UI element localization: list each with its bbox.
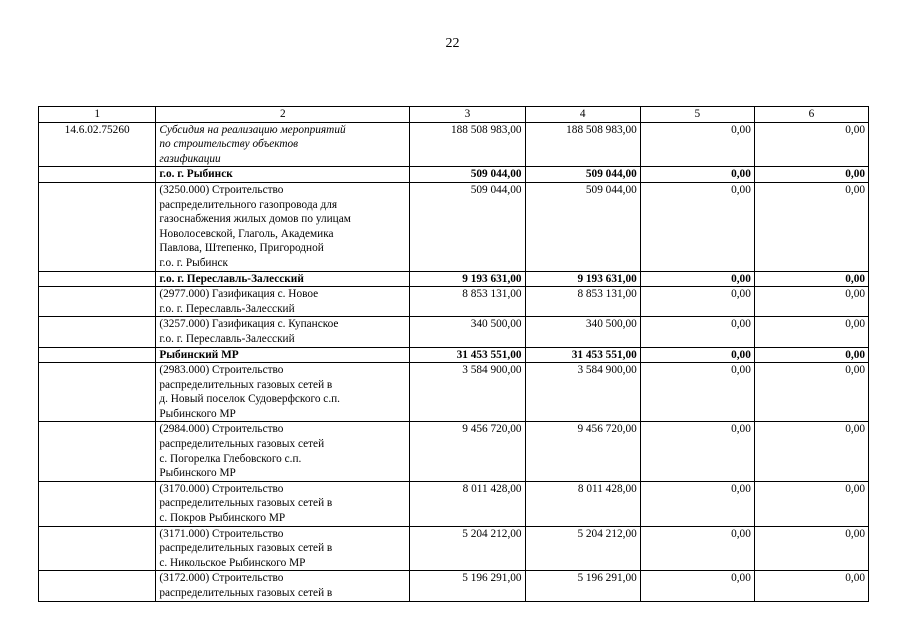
- amount-c6: 0,00: [754, 182, 868, 271]
- item-name-line: (3250.000) Строительство: [159, 183, 284, 196]
- item-name-line: (3170.000) Строительство: [159, 482, 284, 495]
- table-row: [39, 271, 869, 287]
- amount-c3: 340 500,00: [410, 317, 525, 347]
- amount-c4: 3 584 900,00: [525, 363, 640, 422]
- item-name: [156, 167, 410, 183]
- item-name-line: (2977.000) Газификация с. Новое: [159, 288, 319, 301]
- amount-c6: 0,00: [754, 271, 868, 287]
- table-row: [39, 347, 869, 363]
- item-name: [156, 347, 410, 363]
- item-name-line: г.о. г. Рыбинск: [159, 168, 233, 181]
- amount-c5: 0,00: [640, 347, 754, 363]
- amount-c5: 0,00: [640, 481, 754, 526]
- item-name-line: газификации: [159, 152, 221, 165]
- budget-code: [39, 271, 156, 287]
- item-name-line: г.о. г. Рыбинск: [159, 256, 229, 269]
- amount-c5: 0,00: [640, 571, 754, 601]
- amount-c5: 0,00: [640, 182, 754, 271]
- table-row: [39, 317, 869, 347]
- amount-c4: 31 453 551,00: [525, 347, 640, 363]
- amount-c6: 0,00: [754, 526, 868, 571]
- amount-c4: 340 500,00: [525, 317, 640, 347]
- amount-c5: 0,00: [640, 167, 754, 183]
- budget-code: [39, 317, 156, 347]
- amount-c3: 188 508 983,00: [410, 122, 525, 167]
- item-name-line: распределительных газовых сетей в: [159, 497, 333, 510]
- item-name-line: с. Никольское Рыбинского МР: [159, 556, 306, 569]
- item-name-line: д. Новый поселок Судоверфского с.п.: [159, 393, 341, 406]
- budget-code: [39, 481, 156, 526]
- amount-c6: 0,00: [754, 287, 868, 317]
- table-row: [39, 182, 869, 271]
- budget-table: [38, 106, 869, 602]
- amount-c5: 0,00: [640, 363, 754, 422]
- amount-c4: 509 044,00: [525, 167, 640, 183]
- item-name: [156, 571, 410, 601]
- amount-c4: 8 853 131,00: [525, 287, 640, 317]
- amount-c3: 3 584 900,00: [410, 363, 525, 422]
- amount-c4: 9 193 631,00: [525, 271, 640, 287]
- budget-code: [39, 422, 156, 481]
- table-row: [39, 122, 869, 167]
- table-row: [39, 287, 869, 317]
- item-name-line: (2984.000) Строительство: [159, 423, 284, 436]
- budget-code: 14.6.02.75260: [39, 122, 156, 167]
- amount-c6: 0,00: [754, 481, 868, 526]
- item-name: [156, 317, 410, 347]
- table-row: [39, 167, 869, 183]
- table-row: [39, 526, 869, 571]
- item-name-line: с. Погорелка Глебовского с.п.: [159, 452, 302, 465]
- column-number: 3: [410, 107, 525, 123]
- budget-code: [39, 287, 156, 317]
- item-name-line: распределительных газовых сетей в: [159, 542, 333, 555]
- amount-c3: 5 204 212,00: [410, 526, 525, 571]
- item-name-line: распределительных газовых сетей в: [159, 378, 333, 391]
- item-name-line: распределительного газопровода для: [159, 198, 338, 211]
- budget-code: [39, 571, 156, 601]
- column-number: 5: [640, 107, 754, 123]
- amount-c3: 8 853 131,00: [410, 287, 525, 317]
- column-number: 4: [525, 107, 640, 123]
- item-name-line: (3257.000) Газификация с. Купанское: [159, 318, 339, 331]
- amount-c6: 0,00: [754, 363, 868, 422]
- amount-c3: 5 196 291,00: [410, 571, 525, 601]
- item-name-line: Рыбинского МР: [159, 467, 236, 480]
- item-name: [156, 271, 410, 287]
- amount-c5: 0,00: [640, 422, 754, 481]
- item-name-line: Павлова, Штепенко, Пригородной: [159, 242, 324, 255]
- amount-c6: 0,00: [754, 317, 868, 347]
- amount-c5: 0,00: [640, 526, 754, 571]
- amount-c3: 8 011 428,00: [410, 481, 525, 526]
- item-name: [156, 182, 410, 271]
- table-row: [39, 363, 869, 422]
- item-name: [156, 122, 410, 167]
- table-row: [39, 571, 869, 601]
- item-name-line: Новолосевской, Глаголь, Академика: [159, 227, 334, 240]
- item-name-line: по строительству объектов: [159, 138, 299, 151]
- amount-c5: 0,00: [640, 122, 754, 167]
- item-name-line: (3172.000) Строительство: [159, 572, 284, 585]
- item-name-line: распределительных газовых сетей: [159, 438, 325, 451]
- amount-c4: 5 204 212,00: [525, 526, 640, 571]
- budget-code: [39, 526, 156, 571]
- item-name-line: г.о. г. Переславль-Залесский: [159, 332, 295, 345]
- item-name-line: Рыбинский МР: [159, 348, 239, 361]
- amount-c3: 31 453 551,00: [410, 347, 525, 363]
- item-name: [156, 526, 410, 571]
- amount-c6: 0,00: [754, 347, 868, 363]
- item-name: [156, 422, 410, 481]
- column-number: 6: [754, 107, 868, 123]
- amount-c6: 0,00: [754, 422, 868, 481]
- amount-c4: 509 044,00: [525, 182, 640, 271]
- item-name-line: с. Покров Рыбинского МР: [159, 512, 286, 525]
- amount-c3: 509 044,00: [410, 167, 525, 183]
- amount-c3: 9 456 720,00: [410, 422, 525, 481]
- table-row: [39, 481, 869, 526]
- column-number: 1: [39, 107, 156, 123]
- amount-c4: 188 508 983,00: [525, 122, 640, 167]
- item-name: [156, 481, 410, 526]
- budget-code: [39, 363, 156, 422]
- item-name: [156, 363, 410, 422]
- item-name-line: г.о. г. Переславль-Залесский: [159, 302, 295, 315]
- item-name-line: распределительных газовых сетей в: [159, 587, 333, 599]
- item-name-line: газоснабжения жилых домов по улицам: [159, 213, 351, 226]
- column-number-row: [39, 107, 869, 123]
- page-number: 22: [445, 36, 460, 51]
- amount-c3: 9 193 631,00: [410, 271, 525, 287]
- amount-c3: 509 044,00: [410, 182, 525, 271]
- amount-c6: 0,00: [754, 167, 868, 183]
- budget-code: [39, 347, 156, 363]
- item-name-line: Субсидия на реализацию мероприятий: [159, 123, 346, 136]
- item-name-line: г.о. г. Переславль-Залесский: [159, 272, 304, 285]
- budget-code: [39, 182, 156, 271]
- amount-c4: 9 456 720,00: [525, 422, 640, 481]
- item-name: [156, 287, 410, 317]
- amount-c5: 0,00: [640, 317, 754, 347]
- item-name-line: Рыбинского МР: [159, 407, 236, 420]
- amount-c4: 5 196 291,00: [525, 571, 640, 601]
- column-number: 2: [156, 107, 410, 123]
- item-name-line: (3171.000) Строительство: [159, 527, 284, 540]
- budget-code: [39, 167, 156, 183]
- amount-c4: 8 011 428,00: [525, 481, 640, 526]
- amount-c5: 0,00: [640, 271, 754, 287]
- amount-c6: 0,00: [754, 122, 868, 167]
- amount-c6: 0,00: [754, 571, 868, 601]
- table-row: [39, 422, 869, 481]
- amount-c5: 0,00: [640, 287, 754, 317]
- item-name-line: (2983.000) Строительство: [159, 364, 284, 377]
